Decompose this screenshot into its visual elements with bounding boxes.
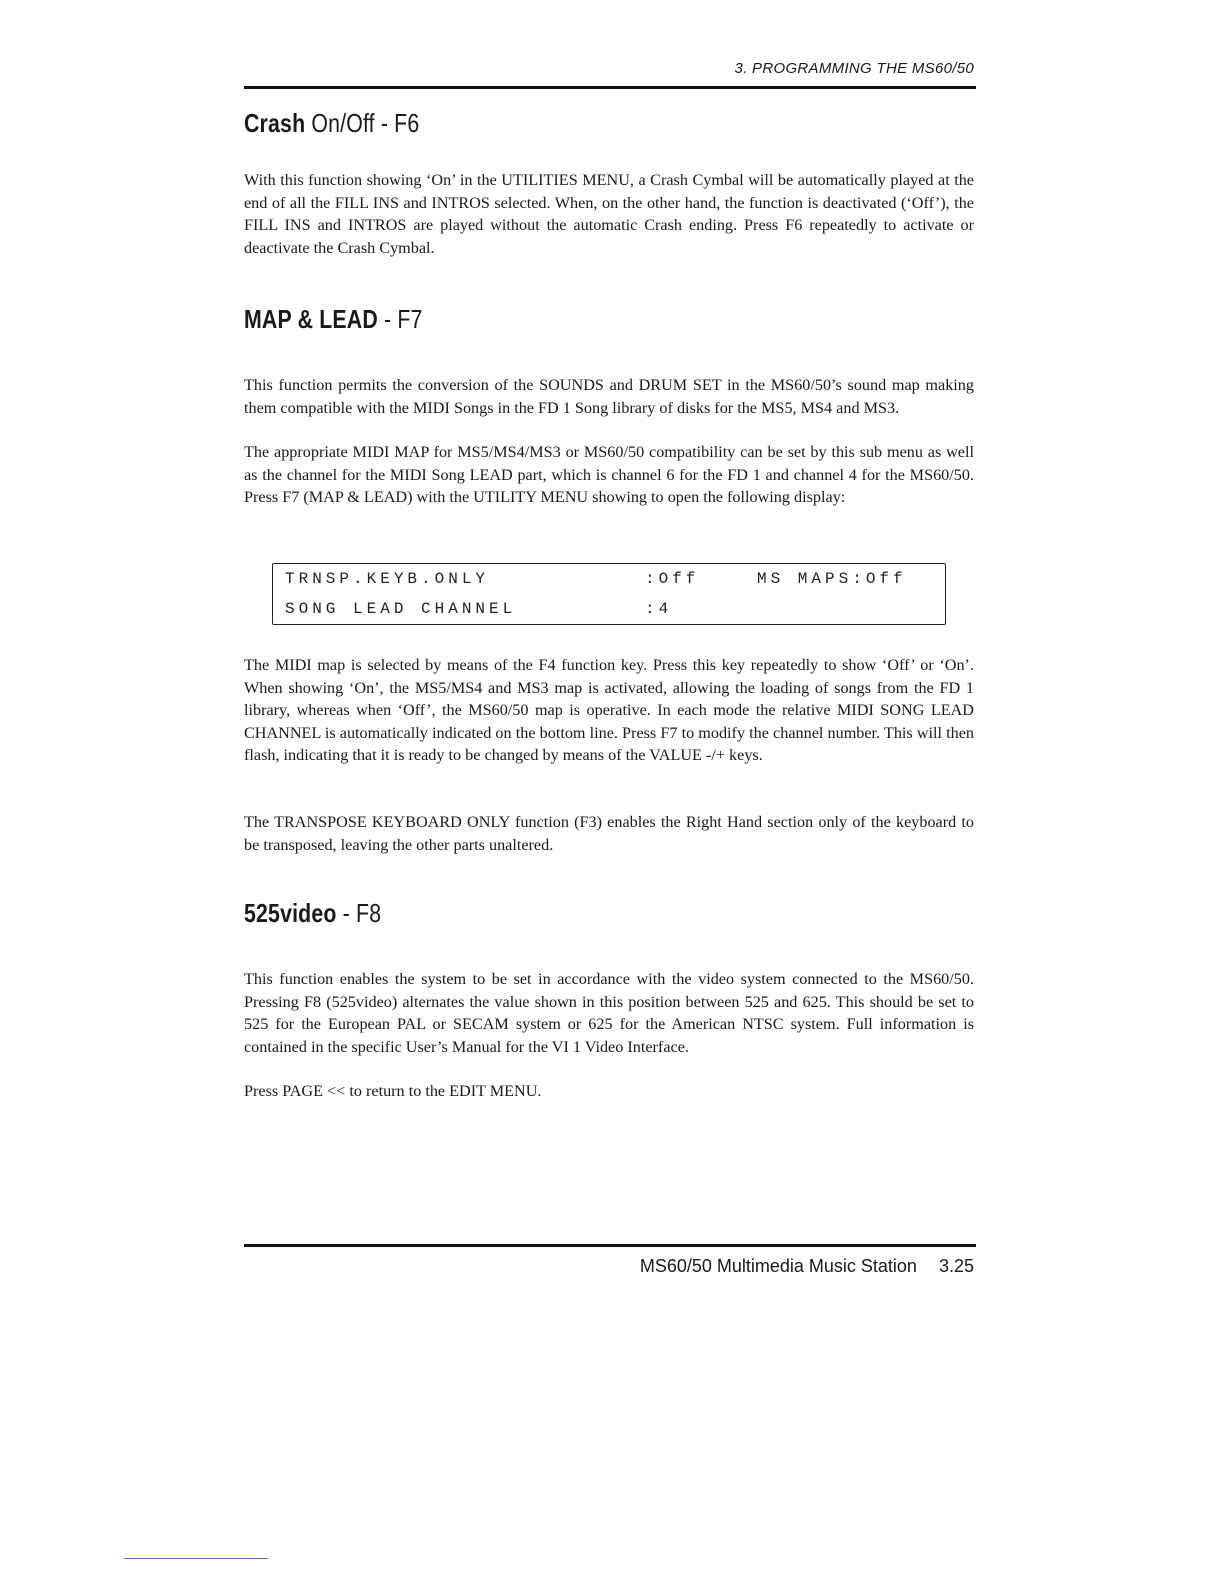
heading-map-lead [244,304,423,335]
lcd-song-lead-value: :4 [645,600,673,618]
map-lead-paragraph-3: The MIDI map is selected by means of the F4 function key. Press this key repeatedly to show ‘Off’ or ‘On’. When showing ‘On’, the MS5/MS4 and MS3 map is activated, allowing the loading of songs from the FD 1 library, whereas when ‘Off’, the MS60/50 map is operative. In each mode the relative MIDI SONG LEAD CHANNEL is automatically indicated on the bottom line. Press F7 to modify the channel number. This will then flash, indicating that it is ready to be changed by means of the VALUE -/+ keys. [244,656,974,764]
crash-paragraph: With this function showing ‘On’ in the UTILITIES MENU, a Crash Cymbal will be automatically played at the end of all the FILL INS and INTROS selected. When, on the other hand, the function is deactivated (‘Off’), the FILL INS and INTROS are played without the automatic Crash ending. Press F6 repeatedly to activate or deactivate the Crash Cymbal. [244,171,974,257]
heading-crash-bold: Crash [244,108,306,138]
heading-525video [244,898,381,929]
running-head: 3. PROGRAMMING THE MS60/50 [734,60,974,77]
lcd-transpose-label: TRNSP.KEYB.ONLY [285,570,490,588]
map-lead-paragraph-4: The TRANSPOSE KEYBOARD ONLY function (F3) enables the Right Hand section only of the keyboard to be transposed, leaving the other parts unaltered. [244,813,974,854]
map-lead-paragraph-2: The appropriate MIDI MAP for MS5/MS4/MS3 or MS60/50 compatibility can be set by this sub menu as well as the channel for the MIDI Song LEAD part, which is channel 6 for the FD 1 and channel 4 for the MS60/50. Press F7 (MAP & LEAD) with the UTILITY MENU showing to open the following display: [244,443,974,506]
lcd-ms-maps: MS MAPS:Off [757,570,907,588]
header-rule [244,86,976,89]
heading-crash [244,108,419,139]
lcd-song-lead-label: SONG LEAD CHANNEL [285,600,517,618]
bottom-link-line [124,1558,268,1559]
page-number: 3.25 [938,1256,974,1276]
map-lead-paragraph-1: This function permits the conversion of the SOUNDS and DRUM SET in the MS60/50’s sound map making them compatible with the MIDI Songs in the FD 1 Song library of disks for the MS5, MS4 and MS3. [244,376,974,417]
heading-525video-bold: 525video [244,898,337,928]
footer-title: MS60/50 Multimedia Music Station [639,1256,917,1276]
lcd-display [272,563,946,625]
footer-rule [244,1244,976,1247]
heading-map-lead-rest: - F7 [377,304,423,334]
heading-crash-rest: On/Off - F6 [305,108,420,138]
video-paragraph-2: Press PAGE << to return to the EDIT MENU. [244,1082,542,1100]
footer [560,1256,974,1277]
lcd-transpose-value: :Off [645,570,700,588]
video-paragraph-1: This function enables the system to be set in accordance with the video system connected to the MS60/50. Pressing F8 (525video) alternates the value shown in this position between 525 and 625. This should be set to 525 for the European PAL or SECAM system or 625 for the American NTSC system. Full information is contained in the specific User’s Manual for the VI 1 Video Interface. [244,970,974,1056]
heading-525video-rest: - F8 [336,898,382,928]
heading-map-lead-bold: MAP & LEAD [244,304,378,334]
